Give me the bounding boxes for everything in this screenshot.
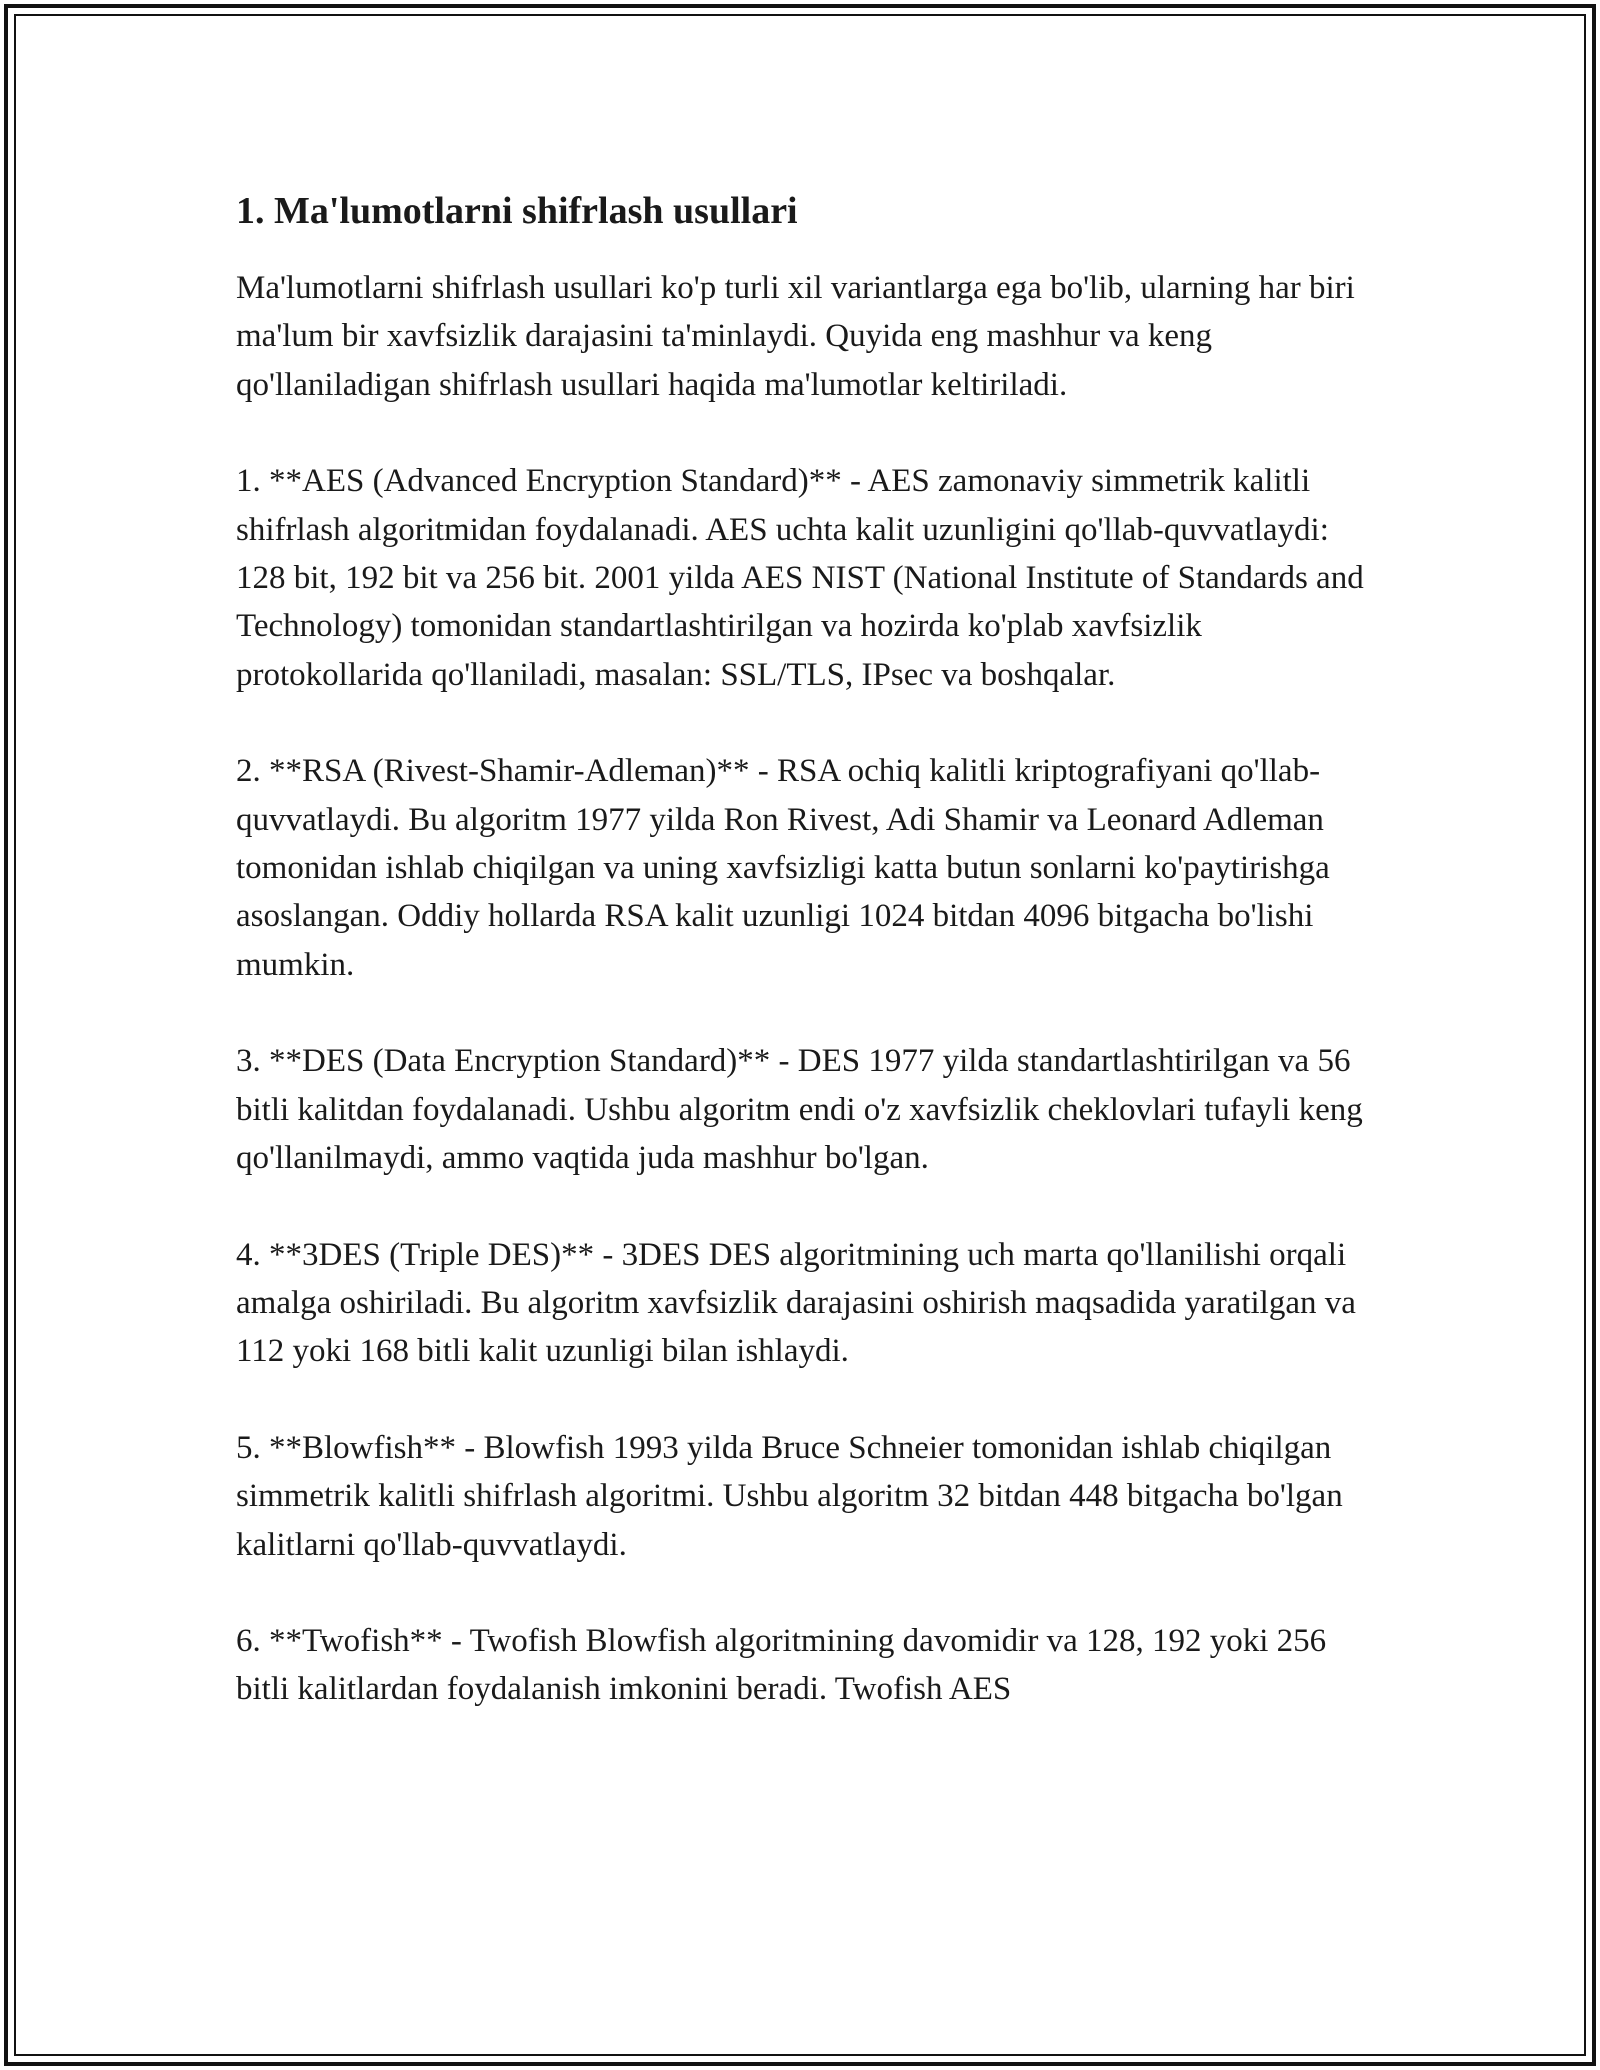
- section-heading: 1. Ma'lumotlarni shifrlash usullari: [236, 190, 798, 232]
- 3des-paragraph: 4. **3DES (Triple DES)** - 3DES DES algoritmining uch marta qo'llanilishi orqali amalga oshiriladi. Bu algoritm xavfsizlik darajasini oshirish maqsadida yaratilgan va 112 yoki 168 bitli kalit uzunligi bilan ishlaydi.: [236, 1236, 1356, 1370]
- document-body: [236, 186, 1376, 1762]
- aes-paragraph: 1. **AES (Advanced Encryption Standard)** - AES zamonaviy simmetrik kalitli shifrlash algoritmidan foydalanadi. AES uchta kalit uzunligini qo'llab-quvvatlaydi: 128 bit, 192 bit va 256 bit. 2001 yilda AES NIST (National Institute of Standards and Technology) tomonidan standartlashtirilgan va hozirda ko'plab xavfsizlik protokollarida qo'llaniladi, masalan: SSL/TLS, IPsec va boshqalar.: [236, 463, 1364, 693]
- twofish-paragraph: 6. **Twofish** - Twofish Blowfish algoritmining davomidir va 128, 192 yoki 256 bitli kalitlardan foydalanish imkonini beradi. Twofish AES: [236, 1622, 1327, 1708]
- intro-paragraph: Ma'lumotlarni shifrlash usullari ko'p turli xil variantlarga ega bo'lib, ularning har biri ma'lum bir xavfsizlik darajasini ta'minlaydi. Quyida eng mashhur va keng qo'llaniladigan shifrlash usullari haqida ma'lumotlar keltiriladi.: [236, 270, 1355, 403]
- blowfish-paragraph: 5. **Blowfish** - Blowfish 1993 yilda Bruce Schneier tomonidan ishlab chiqilgan simmetrik kalitli shifrlash algoritmi. Ushbu algoritm 32 bitdan 448 bitgacha bo'lgan kalitlarni qo'llab-quvvatlaydi.: [236, 1429, 1343, 1563]
- rsa-paragraph: 2. **RSA (Rivest-Shamir-Adleman)** - RSA ochiq kalitli kriptografiyani qo'llab-quvvatlaydi. Bu algoritm 1977 yilda Ron Rivest, Adi Shamir va Leonard Adleman tomonidan ishlab chiqilgan va uning xavfsizligi katta butun sonlarni ko'paytirishga asoslangan. Oddiy hollarda RSA kalit uzunligi 1024 bitdan 4096 bitgacha bo'lishi mumkin.: [236, 753, 1330, 983]
- des-paragraph: 3. **DES (Data Encryption Standard)** - DES 1977 yilda standartlashtirilgan va 56 bitli kalitdan foydalanadi. Ushbu algoritm endi o'z xavfsizlik cheklovlari tufayli keng qo'llanilmaydi, ammo vaqtida juda mashhur bo'lgan.: [236, 1043, 1363, 1177]
